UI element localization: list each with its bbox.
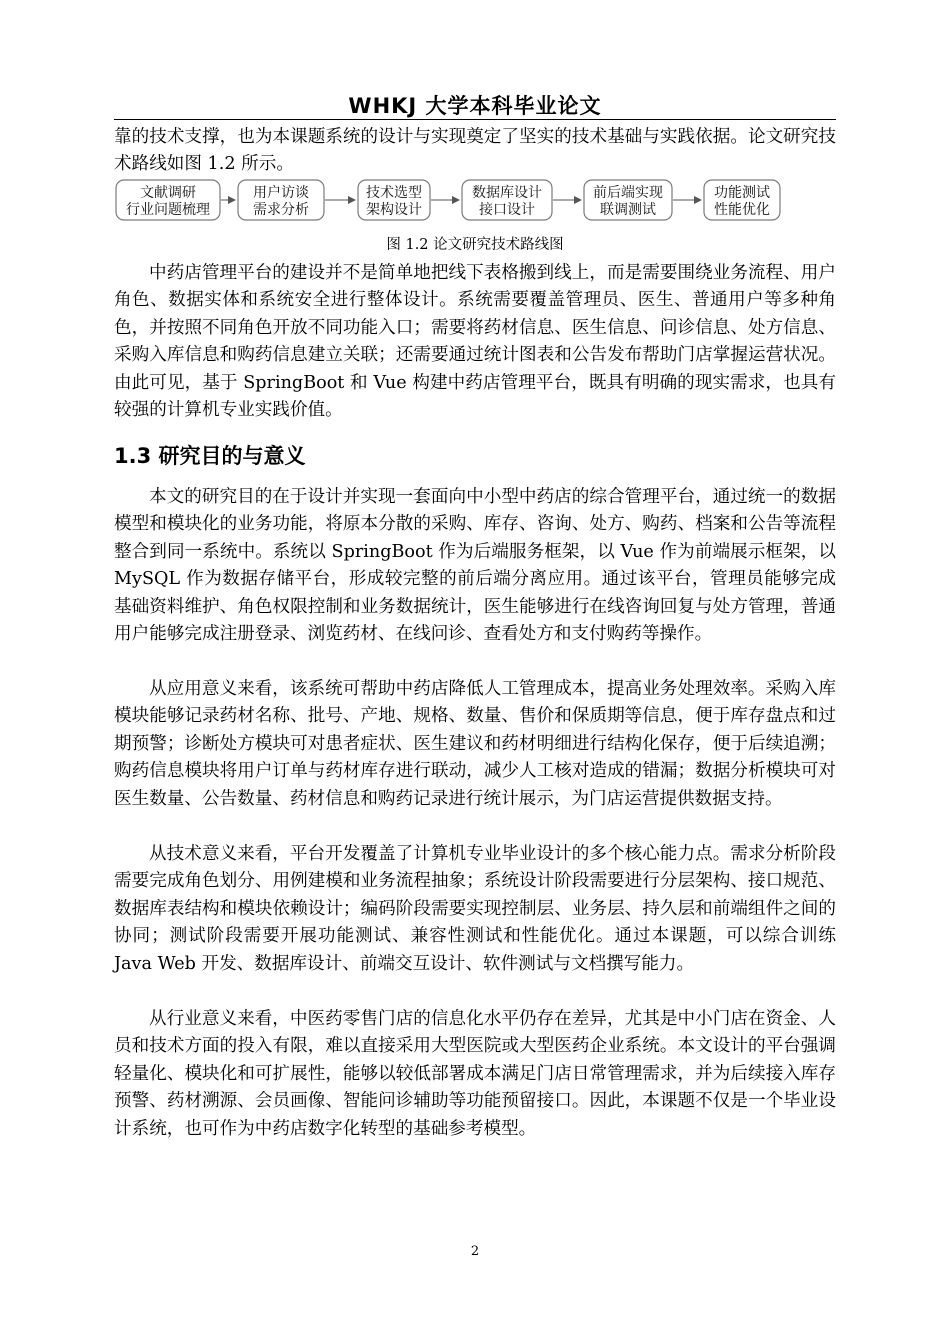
paragraph-industry-significance: 从行业意义来看，中医药零售门店的信息化水平仍存在差异，尤其是中小门店在资金、人员和技术方面的投入有限，难以直接采用大型医院或大型医药企业系统。本文设计的平台强调轻量化、模块化和可扩展性，能够以较低部署成本满足门店日常管理需求，并为后续接入库存预警、药材溯源、会员画像、智能问诊辅助等功能预留接口。因此，本课题不仅是一个毕业设计系统，也可作为中药店数字化转型的基础参考模型。 bbox=[114, 1009, 836, 1139]
figure-caption: 图 1.2 论文研究技术路线图 bbox=[386, 237, 564, 253]
roadmap-step-label: 用户访谈 bbox=[253, 185, 309, 201]
paragraph-application-significance: 从应用意义来看，该系统可帮助中药店降低人工管理成本，提高业务处理效率。采购入库模块能够记录药材名称、批号、产地、规格、数量、售价和保质期等信息，便于库存盘点和过期预警；诊断处方模块可对患者症状、医生建议和药材明细进行结构化保存，便于后续追溯；购药信息模块将用户订单与药材库存进行联动，减少人工核对造成的错漏；数据分析模块可对医生数量、公告数量、药材信息和购药记录进行统计展示，为门店运营提供数据支持。 bbox=[114, 679, 836, 809]
roadmap-step-box bbox=[116, 180, 220, 220]
roadmap-step-label: 接口设计 bbox=[479, 202, 535, 218]
roadmap-step-label: 文献调研 bbox=[140, 185, 196, 201]
roadmap-step-label: 技术选型 bbox=[366, 185, 422, 201]
roadmap-step-box bbox=[704, 180, 780, 220]
header-rule bbox=[114, 119, 836, 120]
roadmap-step-box bbox=[584, 180, 672, 220]
roadmap-step-label: 功能测试 bbox=[714, 185, 770, 201]
roadmap-step-box bbox=[358, 180, 430, 220]
paragraph-background: 中药店管理平台的建设并不是简单地把线下表格搬到线上，而是需要围绕业务流程、用户角色、数据实体和系统安全进行整体设计。系统需要覆盖管理员、医生、普通用户等多种角色，并按照不同角色开放不同功能入口；需要将药材信息、医生信息、问诊信息、处方信息、采购入库信息和购药信息建立关联；还需要通过统计图表和公告发布帮助门店掌握运营状况。由此可见，基于 SpringBoot 和 Vue 构建中药店管理平台，既具有明确的现实需求，也具有较强的计算机专业实践价值。 bbox=[114, 263, 836, 421]
roadmap-step-label: 架构设计 bbox=[366, 202, 422, 218]
roadmap-step-box bbox=[462, 180, 552, 220]
roadmap-step-label: 前后端实现 bbox=[593, 185, 663, 201]
roadmap-step-label: 需求分析 bbox=[253, 202, 309, 218]
page-number: 2 bbox=[470, 1244, 480, 1259]
roadmap-step-label: 性能优化 bbox=[714, 202, 770, 218]
paragraph-research-purpose: 本文的研究目的在于设计并实现一套面向中小型中药店的综合管理平台，通过统一的数据模型和模块化的业务功能，将原本分散的采购、库存、咨询、处方、购药、档案和公告等流程整合到同一系统中。系统以 SpringBoot 作为后端服务框架，以 Vue 作为前端展示框架，以 MySQL 作为数据存储平台，形成较完整的前后端分离应用。通过该平台，管理员能够完成基础资料维护、角色权限控制和业务数据统计，医生能够进行在线咨询回复与处方管理，普通用户能够完成注册登录、浏览药材、在线问诊、查看处方和支付购药等操作。 bbox=[114, 487, 836, 645]
running-header: WHKJ 大学本科毕业论文 bbox=[348, 94, 602, 118]
roadmap-step-box bbox=[238, 180, 324, 220]
paragraph-technical-significance: 从技术意义来看，平台开发覆盖了计算机专业毕业设计的多个核心能力点。需求分析阶段需要完成角色划分、用例建模和业务流程抽象；系统设计阶段需要进行分层架构、接口规范、数据库表结构和模块依赖设计；编码阶段需要实现控制层、业务层、持久层和前端组件之间的协同；测试阶段需要开展功能测试、兼容性测试和性能优化。通过本课题，可以综合训练 Java Web 开发、数据库设计、前端交互设计、软件测试与文档撰写能力。 bbox=[114, 844, 836, 974]
roadmap-step-label: 数据库设计 bbox=[472, 185, 542, 201]
roadmap-step-label: 联调测试 bbox=[600, 202, 656, 218]
section-heading: 1.3 研究目的与意义 bbox=[114, 444, 306, 468]
tech-roadmap-figure bbox=[114, 178, 836, 222]
paragraph-continuation: 靠的技术支撑，也为本课题系统的设计与实现奠定了坚实的技术基础与实践依据。论文研究技术路线如图 1.2 所示。 bbox=[114, 127, 836, 175]
roadmap-step-label: 行业问题梳理 bbox=[126, 202, 210, 218]
roadmap-svg bbox=[114, 178, 836, 222]
